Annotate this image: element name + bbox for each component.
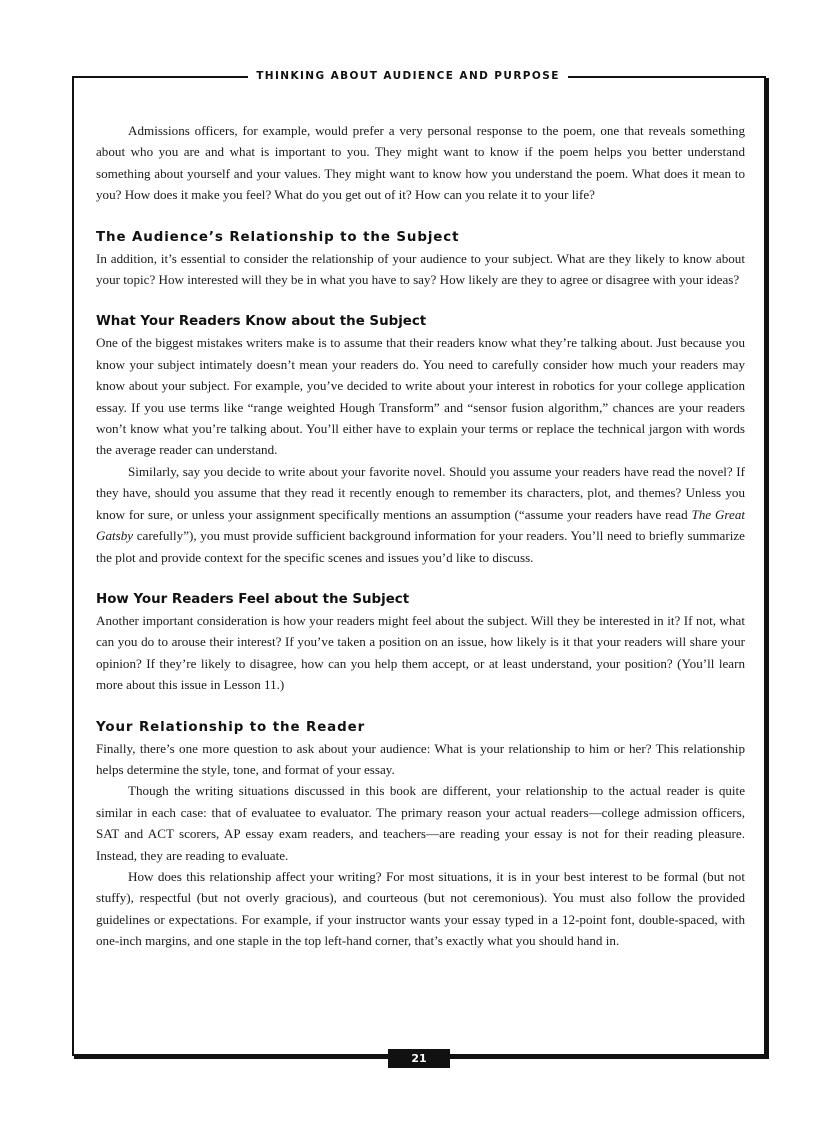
section-heading-audience-relationship: The Audience’s Relationship to the Subject xyxy=(96,229,460,245)
section-heading-readers-know: What Your Readers Know about the Subject xyxy=(96,314,427,330)
section-heading-relationship-reader: Your Relationship to the Reader xyxy=(96,719,366,735)
audience-relationship-paragraph: In addition, it’s essential to consider the relationship of your audience to your subject. What are they likely to know about your topic? How interested will they be in what you have to say? How likely are they to agree or disagree with your ideas? xyxy=(96,250,745,288)
readers-feel-paragraph: Another important consideration is how your readers might feel about the subject. Will they be interested in it? If not, what can you do to arouse their interest? If you’ve taken a position on an issue, how likely is it that your readers will share your opinion? If they’re likely to disagree, how can you help them accept, or at least understand, your position? (You’ll learn more about this issue in Lesson 11.) xyxy=(96,612,745,693)
relationship-reader-paragraph-1: Finally, there’s one more question to ask about your audience: What is your relationship to him or her? This relationship helps determine the style, tone, and format of your essay. xyxy=(96,740,745,777)
running-header xyxy=(0,66,816,85)
running-header-title: THINKING ABOUT AUDIENCE AND PURPOSE xyxy=(248,67,568,85)
page-body xyxy=(96,120,745,952)
page-number: 21 xyxy=(388,1049,450,1068)
readers-know-paragraph-1: One of the biggest mistakes writers make is to assume that their readers know what they’re talking about. Just because you know your subject intimately doesn’t mean your readers do. You need to carefully consider how much your readers may know about your subject. For example, you’ve decided to write about your interest in robotics for your college application essay. If you use terms like “range weighted Hough Transform” and “sensor fusion algorithm,” chances are your readers won’t know what you’re talking about. You’ll either have to explain your terms or replace the technical jargon with words the average reader can understand. xyxy=(96,335,745,458)
frame-shadow-right xyxy=(766,78,769,1058)
book-title: The Great Gatsby xyxy=(96,506,746,544)
relationship-reader-paragraph-2: Though the writing situations discussed in this book are different, your relationship to the actual reader is quite similar in each case: that of evaluatee to evaluator. The primary reason your actual readers—college admission officers, SAT and ACT scorers, AP essay exam readers, and teachers—are reading your essay is not for their reading pleasure. Instead, they are reading to evaluate. xyxy=(96,783,745,863)
section-heading-readers-feel: How Your Readers Feel about the Subject xyxy=(96,591,410,607)
relationship-reader-paragraph-3: How does this relationship affect your writing? For most situations, it is in your best interest to be formal (but not stuffy), respectful (but not overly gracious), and courteous (but not ceremonious). You must also follow the provided guidelines or expectations. For example, if your instructor wants your essay typed in a 12-point font, double-spaced, with one-inch margins, and one staple in the top left-hand corner, that’s exactly what you should hand in. xyxy=(96,868,745,949)
intro-paragraph: Admissions officers, for example, would prefer a very personal response to the poem, one that reveals something about who you are and what is important to you. They might want to know if the poem helps you better understand something about yourself and your values. They might want to know how you understand the poem. What does it mean to you? How does it make you feel? What do you get out of it? How can you relate it to your life? xyxy=(96,123,745,203)
readers-know-paragraph-2 xyxy=(96,461,745,568)
readers-know-paragraph-2-text-b: carefully”), you must provide sufficient background information for your readers. You’ll need to briefly summarize the plot and provide context for the specific scenes and issues you’d like to discuss. xyxy=(96,528,745,565)
readers-know-paragraph-2-text-a: Similarly, say you decide to write about your favorite novel. Should you assume your readers have read the novel? If they have, should you assume that they read it recently enough to remember its characters, plot, and themes? Unless you know for sure, or unless your assignment specifically mentions an assumption (“assume your readers have read xyxy=(96,463,745,522)
